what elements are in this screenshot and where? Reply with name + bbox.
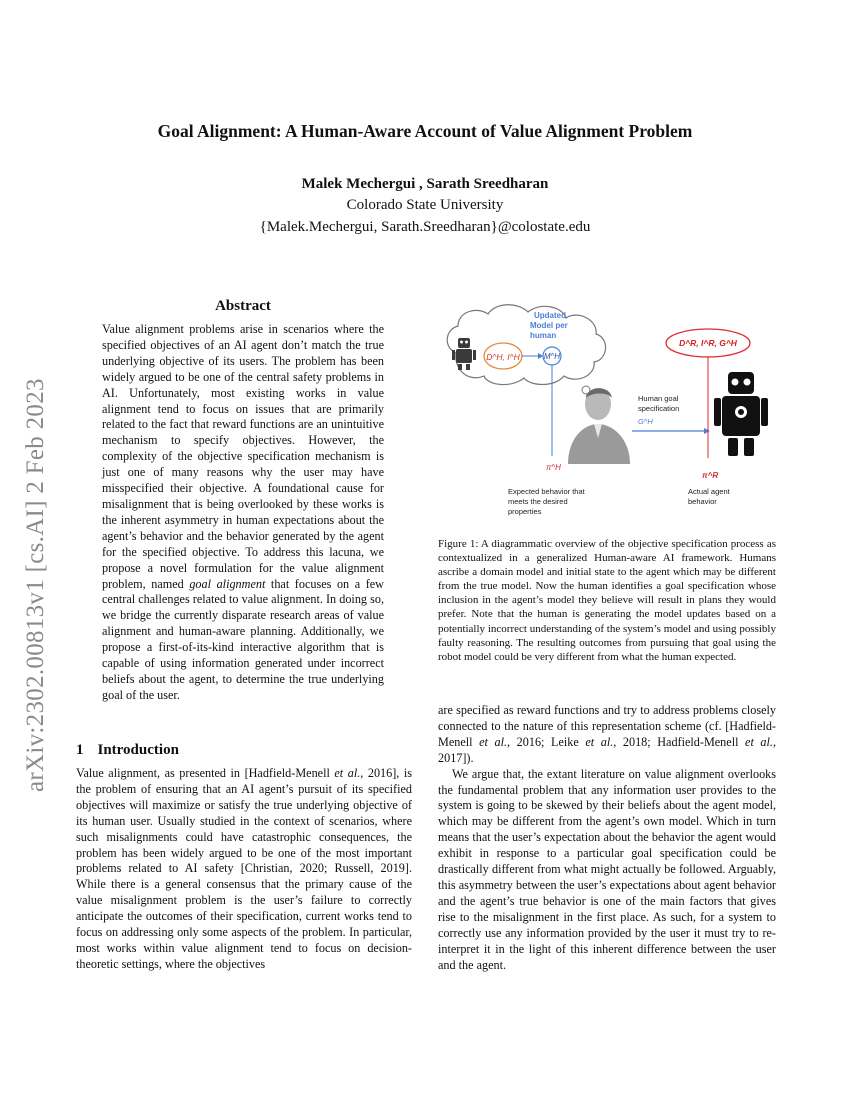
abstract-emphasis: goal alignment [189, 576, 266, 591]
arxiv-identifier: arXiv:2302.00813v1 [cs.AI] 2 Feb 2023 [22, 378, 49, 792]
abstract-text: Value alignment problems arise in scenarios where the specified objectives of an AI agent don’t match the true underlying objective of its users. The problem has been widely argued to be one of the central safety problems in AI. Unfortunately, most existing works in value alignment tend to focus on issues that are primarily related to the fact that reward functions are an unintuitive mechanism to specify objectives. However, the complexity of the objective specification mechanism is just one of many reasons why the user may have misspecified their objective. A foundational cause for misalignment that is being overlooked by these works is the inherent asymmetry in human expectations about the agent’s behavior and the behavior generated by the agent for the specified objective. To address this lacuna, we propose a novel formulation for the value alignment problem, named [102, 322, 384, 591]
spec-label: Human goal specification [638, 394, 680, 413]
right-text-b: , 2016; Leike [507, 734, 586, 749]
true-model-label: D^R, I^R, G^H [679, 338, 737, 348]
author-affiliation: Colorado State University [346, 197, 504, 213]
human-icon [568, 388, 630, 464]
section-title: Introduction [97, 742, 179, 758]
paper-authors: Malek Mechergui , Sarath Sreedharan [301, 176, 549, 192]
model-label: M^H [543, 352, 561, 361]
right-paragraph-2: We argue that, the extant literature on value alignment overlooks the fundamental problem that any information user provides to the system is going to be skewed by their beliefs about the agent model, which may be different from the agent’s own model. Which in turn means that the user’s expectation about the behavior the agent would exhibit in response to a particular goal specification could be drastically different from what might actually be followed. Arguably, this asymmetry between the user’s expectations about agent behavior and the agent’s true behavior is one of the main factors that gives rise to the misalignment in the first place. As such, for a system to correctly use any information provided by the user it must try to re-interpret it in the light of this inherent difference between the user and the agent. [438, 766, 776, 972]
right-em-3: et al. [745, 734, 773, 749]
pi-r-label: π^R [702, 471, 719, 480]
expected-behavior-label: Expected behavior that meets the desired properties [508, 487, 585, 516]
figure-1 [436, 298, 776, 526]
right-text-a: are specified as reward functions and try to address problems closely connected to the nature of this representation scheme (cf. [Hadfield-Menell [438, 703, 776, 749]
actual-behavior-label: Actual agent behavior [688, 487, 730, 506]
abstract-body [102, 322, 384, 704]
paper-title: Goal Alignment: A Human-Aware Account of Value Alignment Problem [157, 121, 693, 141]
right-em-1: et al. [479, 734, 508, 749]
figure-diagram [436, 298, 776, 526]
right-text-c: , 2018; Hadfield-Menell [613, 734, 746, 749]
abstract-text-end: that focuses on a few central challenges related to value alignment. In doing so, we bridge the currently disparate research areas of value alignment and human-aware planning. Additionally, we propose a first-of-its-kind interactive algorithm that is capable of using information generated under incorrect beliefs about the agent, to determine the true underlying goal of the user. [102, 576, 384, 702]
cloud-label: Updated Model per human [530, 311, 568, 340]
intro-paragraph [76, 766, 412, 973]
right-em-2: et al. [585, 734, 614, 749]
large-robot-icon [714, 372, 768, 456]
intro-emphasis: et al. [334, 766, 361, 780]
spec-symbol: G^H [638, 417, 653, 426]
author-email: {Malek.Mechergui, Sarath.Sreedharan}@colostate.edu [259, 219, 591, 235]
section-heading-introduction [76, 742, 396, 759]
intro-text-a: Value alignment, as presented in [Hadfield-Menell [76, 766, 335, 780]
pi-h-label: π^H [546, 463, 561, 472]
figure-caption: Figure 1: A diagrammatic overview of the objective specification process as contextualized in a generalized Human-aware AI framework. Humans ascribe a domain model and initial state to the agent which may be different from the true model. Now the human identifies a goal specification whose inclusion in the agent’s model they believe will result in plans they would prefer. Note that the human is generating the model updates based on a potentially incorrect understanding of the system’s model and using possibly faulty reasoning. The resulting outcomes from pursuing that goal using the robot model could be very different from what the human expected. [438, 538, 776, 663]
belief-label: D^H, I^H [486, 352, 520, 362]
intro-text-b: , 2016], is the problem of ensuring that an AI agent’s pursuit of its specified objectives will maximize or satisfy the true underlying objective of its human user. Usually studied in the context of scenarios, where such misalignments could have catastrophic consequences, the problem has been widely argued to be one of the most important problems related to AI safety [Christian, 2020; Russell, 2019]. While there is a general consensus that the primary cause of the value misalignment problem is the user’s failure to correctly anticipate the outcomes of their specification, current works tend to focus on addressing only some aspects of the problem. In particular, most works within value alignment tend to focus on decision-theoretic settings, where the objectives [76, 766, 413, 971]
right-text-d: , 2017]). [438, 734, 777, 765]
section-number: 1 [76, 742, 84, 758]
abstract-heading: Abstract [215, 298, 271, 314]
right-column-text [438, 703, 776, 973]
